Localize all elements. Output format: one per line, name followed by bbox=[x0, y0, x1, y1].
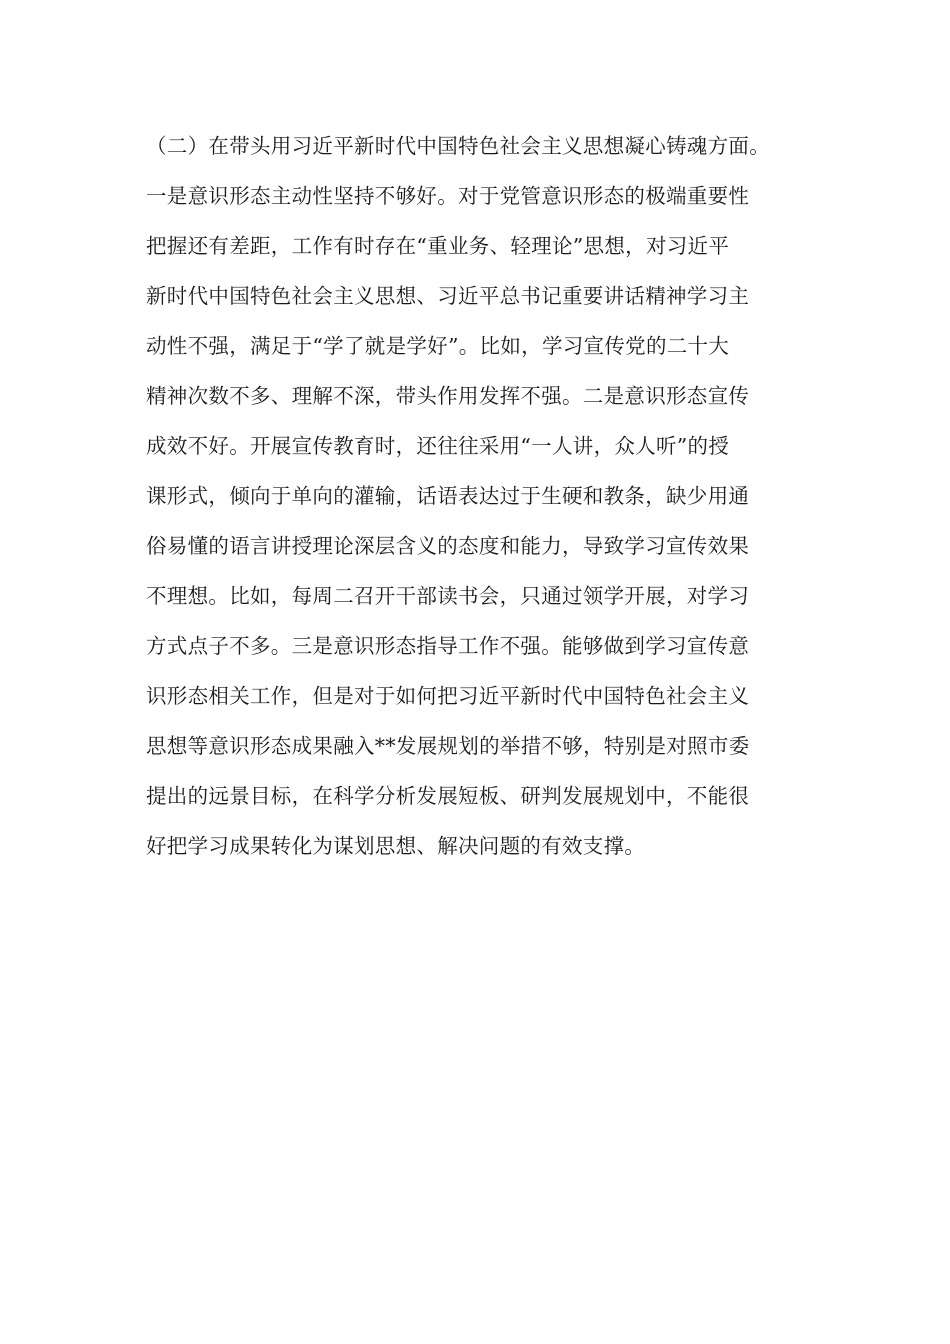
paragraph-line: 识形态相关工作，但是对于如何把习近平新时代中国特色社会主义 bbox=[146, 684, 750, 708]
paragraph-line: 好把学习成果转化为谋划思想、解决问题的有效支撑。 bbox=[146, 834, 646, 858]
paragraph-line: 俗易懂的语言讲授理论深层含义的态度和能力，导致学习宣传效果 bbox=[146, 534, 750, 558]
paragraph-line: 方式点子不多。三是意识形态指导工作不强。能够做到学习宣传意 bbox=[146, 634, 750, 658]
paragraph-line: 课形式，倾向于单向的灌输，话语表达过于生硬和教条，缺少用通 bbox=[146, 484, 750, 508]
paragraph-line: 成效不好。开展宣传教育时，还往往采用“一人讲，众人听”的授 bbox=[146, 434, 730, 458]
section-heading: （二）在带头用习近平新时代中国特色社会主义思想凝心铸魂方面。 bbox=[146, 134, 770, 158]
paragraph-line: 思想等意识形态成果融入**发展规划的举措不够，特别是对照市委 bbox=[146, 734, 750, 758]
paragraph-line: 新时代中国特色社会主义思想、习近平总书记重要讲话精神学习主 bbox=[146, 284, 750, 308]
paragraph-line: 把握还有差距，工作有时存在“重业务、轻理论”思想，对习近平 bbox=[146, 234, 730, 258]
paragraph-line: 不理想。比如，每周二召开干部读书会，只通过领学开展，对学习 bbox=[146, 584, 750, 608]
paragraph-line: 提出的远景目标，在科学分析发展短板、研判发展规划中，不能很 bbox=[146, 784, 750, 808]
paragraph-line: 精神次数不多、理解不深，带头作用发挥不强。二是意识形态宣传 bbox=[146, 384, 750, 408]
document-body bbox=[146, 127, 816, 877]
paragraph-line: 动性不强，满足于“学了就是学好”。比如，学习宣传党的二十大 bbox=[146, 334, 730, 358]
paragraph-line: 一是意识形态主动性坚持不够好。对于党管意识形态的极端重要性 bbox=[146, 184, 750, 208]
